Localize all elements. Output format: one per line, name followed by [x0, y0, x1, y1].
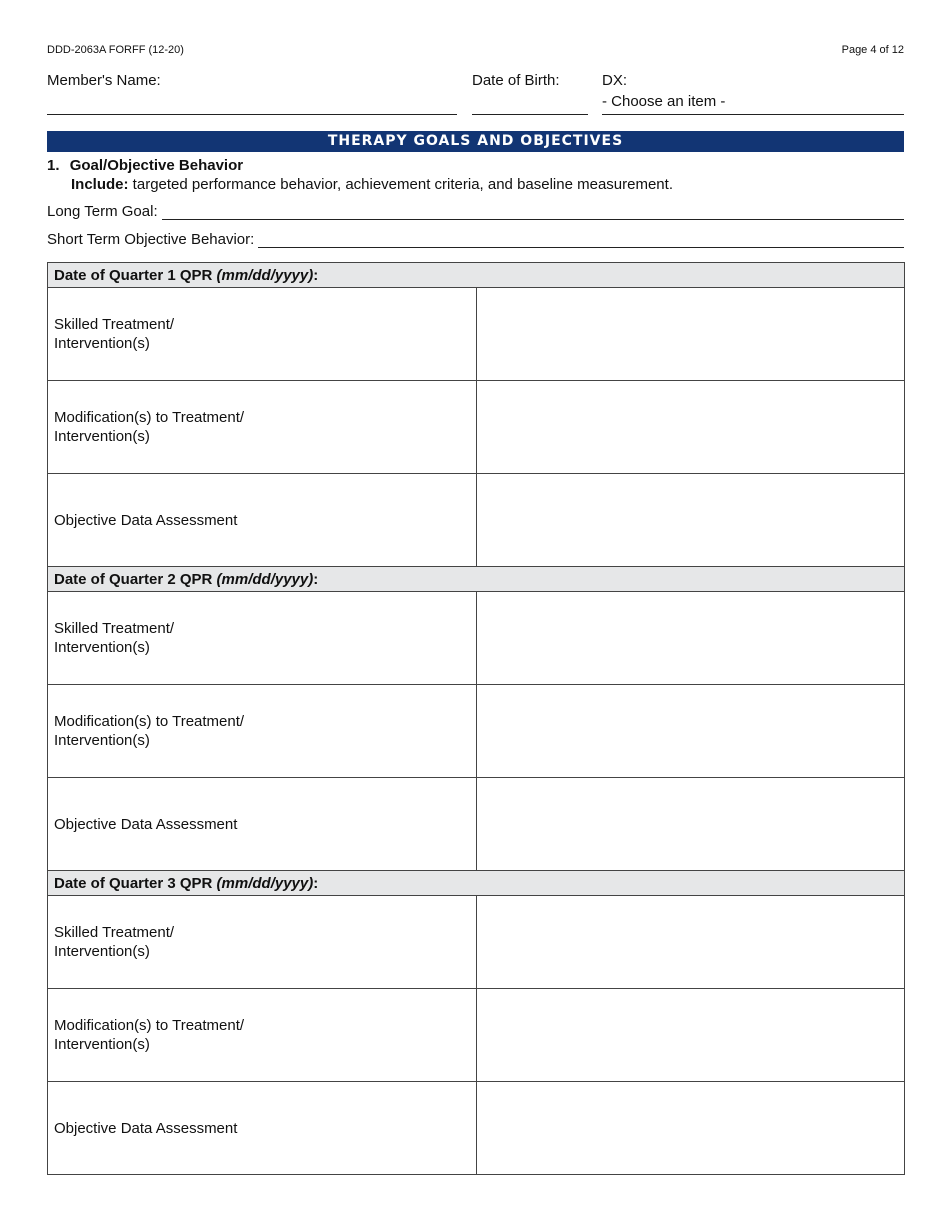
- quarter-header-label: Date of Quarter 2 QPR: [54, 570, 217, 588]
- quarter-header-label: Date of Quarter 1 QPR: [54, 266, 217, 284]
- goal-heading: [47, 157, 243, 174]
- table-row: [48, 989, 905, 1082]
- q3-skilled-treatment-field[interactable]: [476, 896, 905, 989]
- row-label-line2: Intervention(s): [54, 943, 150, 960]
- table-row: [48, 1082, 905, 1175]
- row-label: [48, 288, 477, 381]
- row-label: [48, 381, 477, 474]
- q2-objective-data-field[interactable]: [476, 778, 905, 871]
- long-term-goal-field[interactable]: [162, 205, 904, 220]
- header-colon: :: [313, 570, 319, 588]
- include-description: targeted performance behavior, achievement criteria, and baseline measurement.: [128, 176, 673, 193]
- row-label-line1: Objective Data Assessment: [54, 511, 238, 529]
- member-name-label: Member's Name:: [47, 72, 161, 89]
- row-label-line2: Intervention(s): [54, 1036, 150, 1053]
- form-id: DDD-2063A FORFF (12-20): [47, 44, 184, 56]
- table-row: [48, 381, 905, 474]
- row-label: [48, 989, 477, 1082]
- include-label: Include:: [71, 176, 129, 193]
- dx-dropdown[interactable]: [602, 72, 904, 116]
- quarter-header-row: [48, 871, 905, 896]
- page-number: Page 4 of 12: [841, 44, 904, 56]
- row-label: [48, 1082, 477, 1175]
- q1-objective-data-field[interactable]: [476, 474, 905, 567]
- dx-label: DX:: [602, 72, 628, 89]
- goal-include-text: [71, 176, 673, 193]
- short-term-objective-label: Short Term Objective Behavior:: [47, 231, 255, 248]
- row-label-line1: Skilled Treatment/: [54, 316, 175, 333]
- row-label: [48, 474, 477, 567]
- quarter-header-row: [48, 567, 905, 592]
- goal-title: Goal/Objective Behavior: [69, 157, 244, 174]
- row-label-line2: Intervention(s): [54, 428, 150, 445]
- table-row: [48, 685, 905, 778]
- row-label-line1: Skilled Treatment/: [54, 620, 175, 637]
- table-row: [48, 474, 905, 567]
- dx-selected-value[interactable]: - Choose an item -: [602, 93, 726, 110]
- date-format-hint: (mm/dd/yyyy): [216, 570, 314, 588]
- short-term-objective-row: [47, 231, 904, 248]
- row-label-line1: Objective Data Assessment: [54, 815, 238, 833]
- q2-skilled-treatment-field[interactable]: [476, 592, 905, 685]
- table-row: [48, 592, 905, 685]
- long-term-goal-row: [47, 203, 904, 220]
- table-row: [48, 288, 905, 381]
- q3-modification-field[interactable]: [476, 989, 905, 1082]
- quarter-1-date-cell[interactable]: [48, 263, 905, 288]
- table-row: [48, 778, 905, 871]
- quarter-2-date-cell[interactable]: [48, 567, 905, 592]
- row-label-line1: Modification(s) to Treatment/: [54, 409, 245, 426]
- row-label: [48, 592, 477, 685]
- row-label-line1: Modification(s) to Treatment/: [54, 713, 245, 730]
- dx-field-underline: [602, 114, 904, 115]
- quarter-header-row: [48, 263, 905, 288]
- dob-field[interactable]: [472, 114, 588, 115]
- short-term-objective-field[interactable]: [258, 233, 904, 248]
- row-label-line1: Objective Data Assessment: [54, 1119, 238, 1137]
- q3-objective-data-field[interactable]: [476, 1082, 905, 1175]
- member-name-field[interactable]: [47, 114, 457, 115]
- table-row: [48, 896, 905, 989]
- row-label-line1: Modification(s) to Treatment/: [54, 1017, 245, 1034]
- q1-skilled-treatment-field[interactable]: [476, 288, 905, 381]
- quarter-3-date-cell[interactable]: [48, 871, 905, 896]
- date-format-hint: (mm/dd/yyyy): [216, 266, 314, 284]
- row-label: [48, 778, 477, 871]
- header-colon: :: [313, 266, 319, 284]
- header-colon: :: [313, 874, 319, 892]
- date-format-hint: (mm/dd/yyyy): [216, 874, 314, 892]
- row-label: [48, 896, 477, 989]
- dob-label: Date of Birth:: [472, 72, 560, 89]
- row-label: [48, 685, 477, 778]
- q1-modification-field[interactable]: [476, 381, 905, 474]
- q2-modification-field[interactable]: [476, 685, 905, 778]
- row-label-line2: Intervention(s): [54, 335, 150, 352]
- goal-number: 1.: [47, 157, 60, 174]
- section-banner: THERAPY GOALS AND OBJECTIVES: [47, 131, 904, 152]
- row-label-line2: Intervention(s): [54, 732, 150, 749]
- long-term-goal-label: Long Term Goal:: [47, 203, 158, 220]
- row-label-line1: Skilled Treatment/: [54, 924, 175, 941]
- row-label-line2: Intervention(s): [54, 639, 150, 656]
- qpr-table: [47, 262, 905, 1175]
- quarter-header-label: Date of Quarter 3 QPR: [54, 874, 217, 892]
